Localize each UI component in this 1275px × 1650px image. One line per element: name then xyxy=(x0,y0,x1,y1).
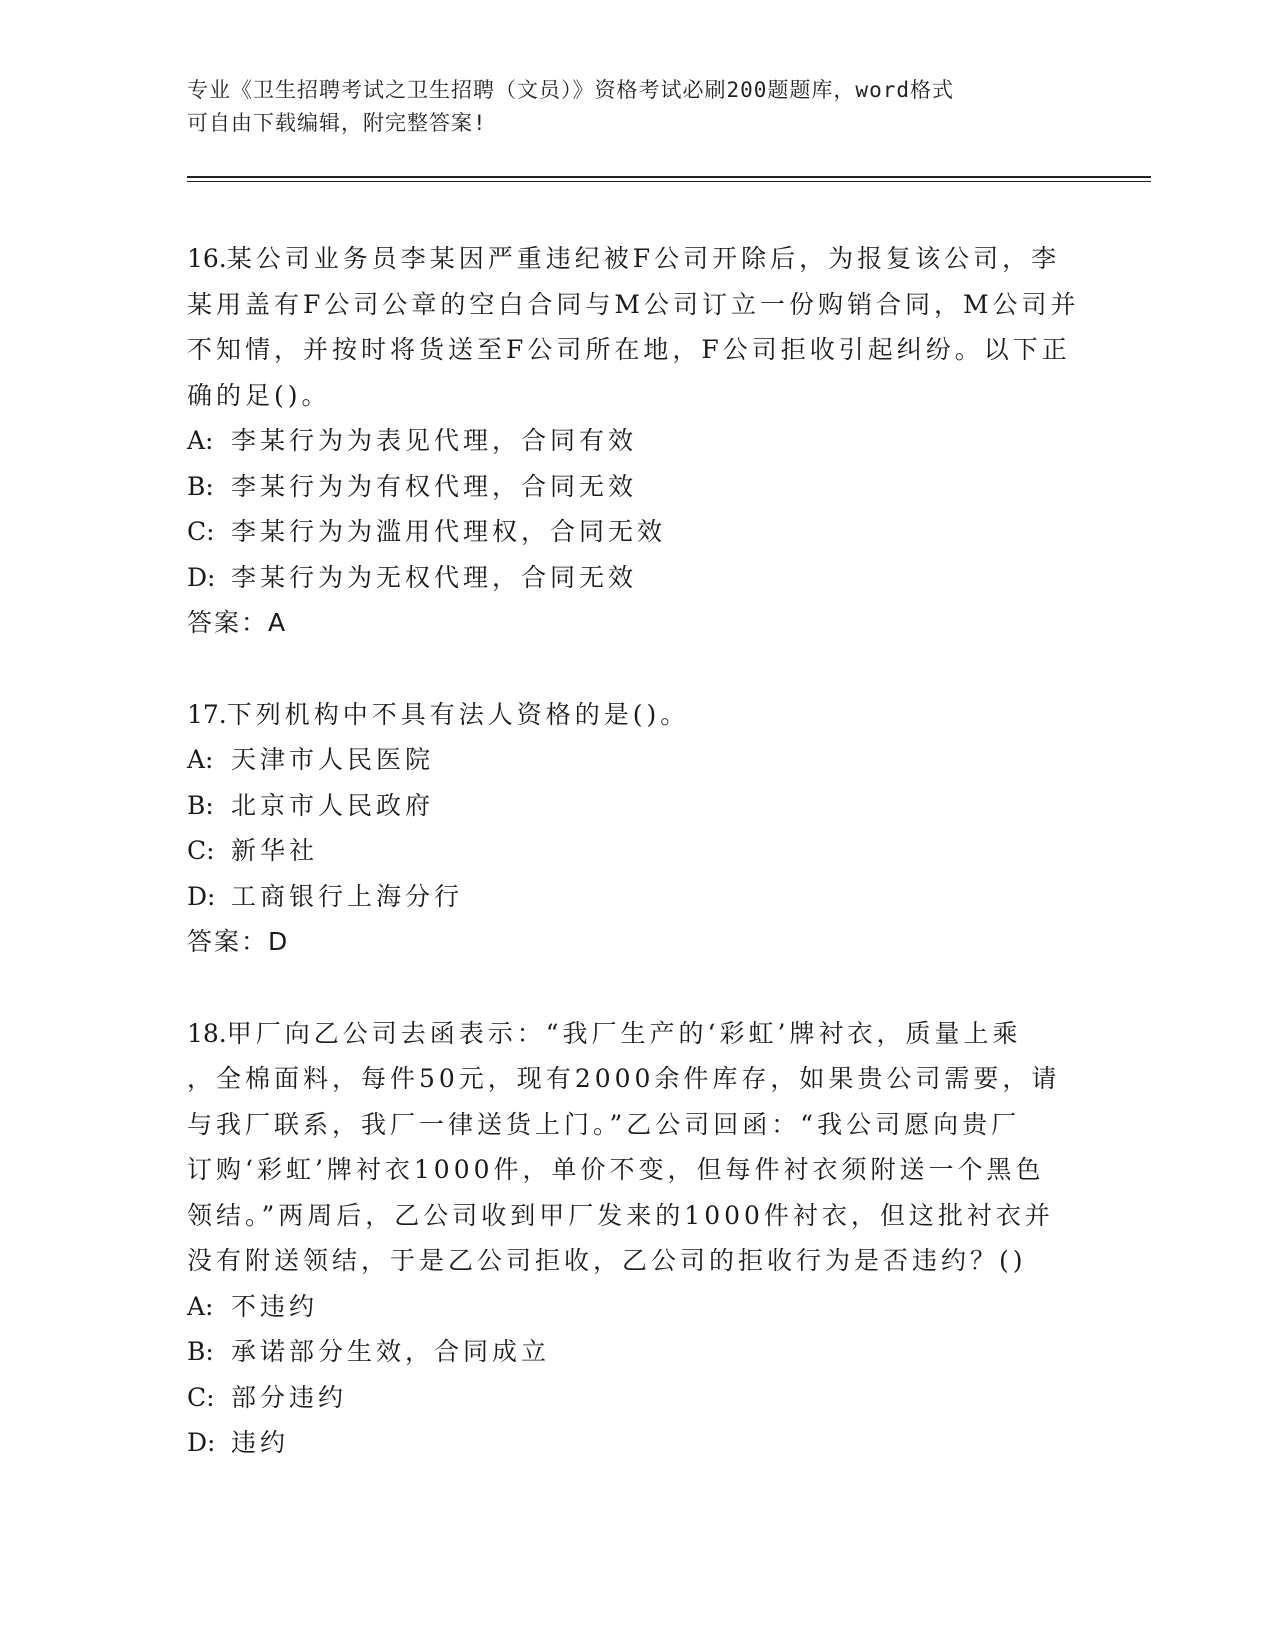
question-17 xyxy=(187,692,1087,965)
option-letter: A: xyxy=(187,1291,214,1321)
option-c xyxy=(187,509,1087,555)
question-text-line: 领结。”两周后，乙公司收到甲厂发来的1000件衬衣，但这批衬衣并 xyxy=(187,1200,1054,1230)
question-text-line: 与我厂联系，我厂一律送货上门。”乙公司回函：“我公司愿向贵厂 xyxy=(187,1109,1021,1139)
question-text-line: ，全棉面料，每件50元，现有2000余件库存，如果贵公司需要，请 xyxy=(187,1064,1061,1093)
answer-line: 答案：D xyxy=(187,927,290,956)
option-letter: A: xyxy=(187,745,214,774)
header-divider xyxy=(187,176,1151,182)
option-c xyxy=(187,1375,1087,1421)
option-letter: D: xyxy=(187,562,216,592)
question-text-line: 没有附送领结，于是乙公司拒收，乙公司的拒收行为是否违约？() xyxy=(187,1246,1027,1275)
option-letter: C: xyxy=(187,836,215,865)
option-text: 违约 xyxy=(231,1428,290,1457)
option-letter: C: xyxy=(187,1382,215,1412)
answer-line: 答案：A xyxy=(187,608,288,637)
option-text: 李某行为为有权代理，合同无效 xyxy=(231,471,638,501)
option-text: 新华社 xyxy=(231,836,319,865)
option-letter: B: xyxy=(187,1337,214,1366)
option-text: 工商银行上海分行 xyxy=(231,881,464,911)
option-text: 承诺部分生效，合同成立 xyxy=(231,1337,551,1366)
question-number: 18. xyxy=(187,1018,227,1048)
option-text: 李某行为为滥用代理权，合同无效 xyxy=(231,517,667,546)
question-text-line: 不知情，并按时将货送至F公司所在地，F公司拒收引起纠纷。以下正 xyxy=(187,335,1071,364)
option-text: 不违约 xyxy=(231,1291,319,1321)
question-spacer xyxy=(187,646,1087,692)
question-number: 16. xyxy=(187,244,227,273)
option-letter: C: xyxy=(187,517,215,546)
option-letter: B: xyxy=(187,471,214,501)
option-d xyxy=(187,1420,1087,1466)
question-text-line xyxy=(187,236,1087,282)
option-d xyxy=(187,555,1087,601)
option-text: 天津市人民医院 xyxy=(231,745,435,774)
option-text: 部分违约 xyxy=(231,1382,348,1412)
option-c xyxy=(187,828,1087,874)
header-line-2: 可自由下载编辑，附完整答案! xyxy=(187,111,487,135)
option-a xyxy=(187,418,1087,464)
option-letter: B: xyxy=(187,790,214,820)
option-b xyxy=(187,1329,1087,1375)
question-text-line xyxy=(187,1011,1087,1057)
option-d xyxy=(187,874,1087,920)
question-text-line: 订购‘彩虹’牌衬衣1000件，单价不变，但每件衬衣须附送一个黑色 xyxy=(187,1155,1045,1184)
option-letter: A: xyxy=(187,426,214,455)
header-line-1: 专业《卫生招聘考试之卫生招聘（文员）》资格考试必刷200题题库，word格式 xyxy=(187,78,954,102)
option-letter: D: xyxy=(187,881,216,911)
question-spacer xyxy=(187,965,1087,1011)
question-text: 下列机构中不具有法人资格的是()。 xyxy=(226,699,690,729)
question-16 xyxy=(187,236,1087,646)
question-text-line: 某用盖有F公司公章的空白合同与M公司订立一份购销合同，M公司并 xyxy=(187,289,1080,319)
option-text: 李某行为为表见代理，合同有效 xyxy=(231,426,638,455)
question-text-line: 确的足()。 xyxy=(187,380,331,410)
question-text: 某公司业务员李某因严重违纪被F公司开除后，为报复该公司，李 xyxy=(226,244,1061,273)
question-text: 甲厂向乙公司去函表示：“我厂生产的‘彩虹’牌衬衣，质量上乘 xyxy=(226,1018,1022,1048)
option-b xyxy=(187,464,1087,510)
option-a xyxy=(187,1284,1087,1330)
option-text: 李某行为为无权代理，合同无效 xyxy=(231,562,638,592)
document-header xyxy=(187,74,1087,140)
option-letter: D: xyxy=(187,1428,216,1457)
question-text-line xyxy=(187,692,1087,738)
option-text: 北京市人民政府 xyxy=(231,790,435,820)
option-b xyxy=(187,783,1087,829)
question-18 xyxy=(187,1011,1087,1466)
question-list xyxy=(187,236,1087,1466)
question-number: 17. xyxy=(187,699,227,729)
option-a xyxy=(187,737,1087,783)
